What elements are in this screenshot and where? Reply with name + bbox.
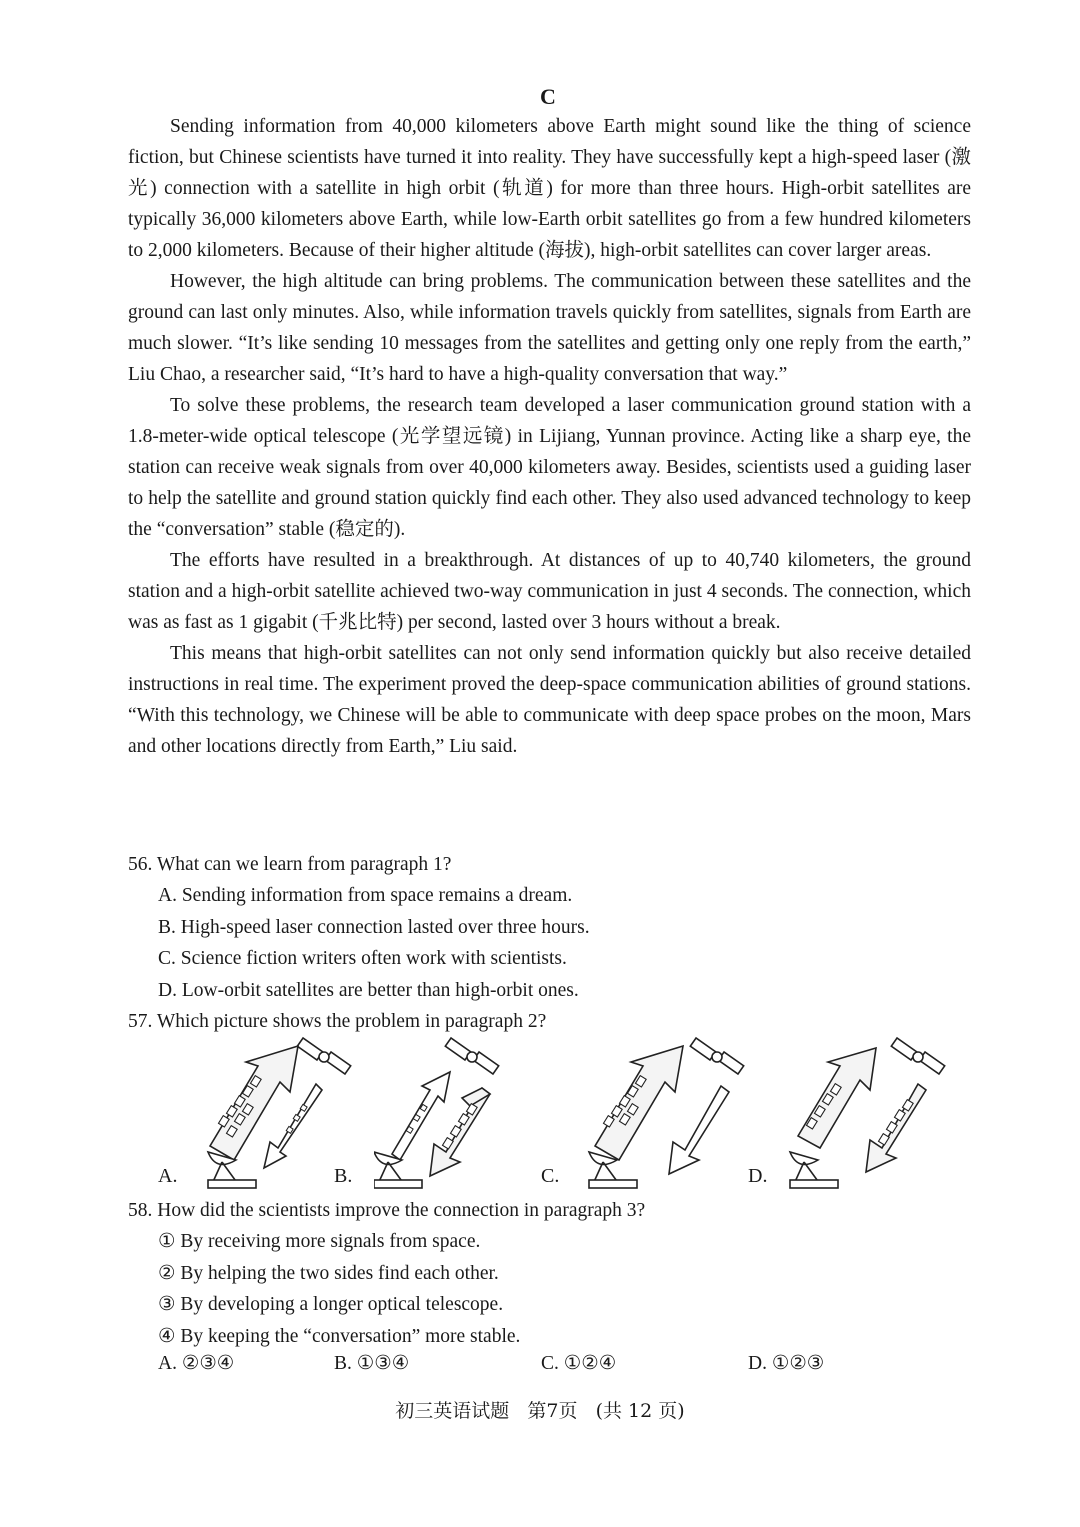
paragraph-3: To solve these problems, the research team developed a laser communication ground station with a 1.8-meter-wide optical telescope (光学望远镜) in Lijiang, Yunnan province. Acting like a sharp eye, the station can receive weak signals from over 40,000 kilometers away. Besides, scientists used a guiding laser to help the satellite and ground station quickly find each other. They also used advanced technology to keep the “conversation” stable (稳定的). bbox=[128, 395, 971, 540]
satellite-icon bbox=[891, 1038, 944, 1074]
picture-d-letter: D. bbox=[748, 1165, 768, 1187]
paragraph-2: However, the high altitude can bring problems. The communication between these satellites and the ground can last only minutes. Also, while information travels quickly from satellites, signals from Earth are much slower. “It’s like sending 10 messages from the satellites and getting only one reply from the earth,” Liu Chao, a researcher said, “It’s hard to have a high-quality conversation that way.” bbox=[128, 271, 971, 385]
q58-answer-d: D. ①②③ bbox=[748, 1353, 825, 1374]
q58-statement-3: ③ By developing a longer optical telescope. bbox=[158, 1294, 504, 1315]
up-arrow-thin bbox=[392, 1072, 450, 1160]
paragraph-1: Sending information from 40,000 kilometers above Earth might sound like the thing of science fiction, but Chinese scientists have turned it into reality. They have successfully kept a high-speed laser (激光) connection with a satellite in high orbit (轨道) for more than three hours. High-orbit satellites are typically 36,000 kilometers above Earth, while low-Earth orbit satellites go from a few hundred kilometers to 2,000 kilometers. Because of their higher altitude (海拔), high-orbit satellites can cover larger areas. bbox=[128, 116, 971, 261]
q58-statement-2: ② By helping the two sides find each other. bbox=[158, 1262, 499, 1284]
satellite-icon bbox=[445, 1038, 498, 1074]
question-56-options bbox=[158, 880, 590, 1006]
q58-statement-1: ① By receiving more signals from space. bbox=[158, 1231, 481, 1252]
down-arrow-wide-empty bbox=[669, 1086, 729, 1174]
picture-c-letter: C. bbox=[541, 1165, 560, 1187]
picture-b-letter: B. bbox=[334, 1165, 353, 1187]
ground-station-icon bbox=[790, 1152, 838, 1188]
picture-b bbox=[334, 1036, 554, 1194]
question-57-pictures bbox=[0, 1036, 1080, 1194]
q58-answer-c: C. ①②④ bbox=[541, 1353, 617, 1374]
picture-d bbox=[748, 1036, 968, 1194]
q56-option-b: B. High-speed laser connection lasted over three hours. bbox=[158, 916, 590, 938]
satellite-diagram-b bbox=[374, 1036, 554, 1194]
question-56-stem: 56. What can we learn from paragraph 1? bbox=[128, 854, 452, 875]
q56-option-d: D. Low-orbit satellites are better than high-orbit ones. bbox=[158, 979, 579, 1001]
q58-statement-4: ④ By keeping the “conversation” more stable. bbox=[158, 1325, 521, 1347]
up-arrow-wide bbox=[595, 1046, 683, 1160]
q56-option-c: C. Science fiction writers often work with scientists. bbox=[158, 948, 567, 969]
question-57-stem: 57. Which picture shows the problem in paragraph 2? bbox=[128, 1011, 547, 1032]
down-arrow-thin bbox=[264, 1084, 322, 1168]
down-arrow-wide bbox=[430, 1088, 490, 1176]
page-footer: 初三英语试题 第7页 (共 12 页) bbox=[395, 1400, 685, 1422]
reading-passage bbox=[128, 111, 971, 762]
section-heading: C bbox=[540, 84, 556, 109]
paragraph-4: The efforts have resulted in a breakthrough. At distances of up to 40,740 kilometers, the ground station and a high-orbit satellite achieved two-way communication in just 4 seconds. The connection, which was as fast as 1 gigabit (千兆比特) per second, lasted over 3 hours without a break. bbox=[128, 550, 971, 633]
question-58-stem: 58. How did the scientists improve the connection in paragraph 3? bbox=[128, 1200, 646, 1221]
picture-c bbox=[541, 1036, 761, 1194]
satellite-icon bbox=[690, 1038, 743, 1074]
satellite-diagram-d bbox=[788, 1036, 968, 1194]
q58-answer-a: A. ②③④ bbox=[158, 1353, 235, 1374]
satellite-diagram-c bbox=[581, 1036, 761, 1194]
q58-answer-b: B. ①③④ bbox=[334, 1353, 410, 1374]
down-arrow-wide bbox=[866, 1084, 926, 1172]
question-58-answers bbox=[158, 1351, 918, 1383]
paragraph-5: This means that high-orbit satellites can not only send information quickly but also receive detailed instructions in real time. The experiment proved the deep-space communication abilities of ground stations. “With this technology, we Chinese will be able to communicate with deep space probes on the moon, Mars and other locations directly from Earth,” Liu said. bbox=[128, 643, 971, 757]
question-58-statements bbox=[158, 1226, 520, 1352]
q56-option-a: A. Sending information from space remains a dream. bbox=[158, 885, 573, 906]
up-arrow-wide bbox=[798, 1048, 876, 1148]
picture-a-letter: A. bbox=[158, 1165, 178, 1187]
